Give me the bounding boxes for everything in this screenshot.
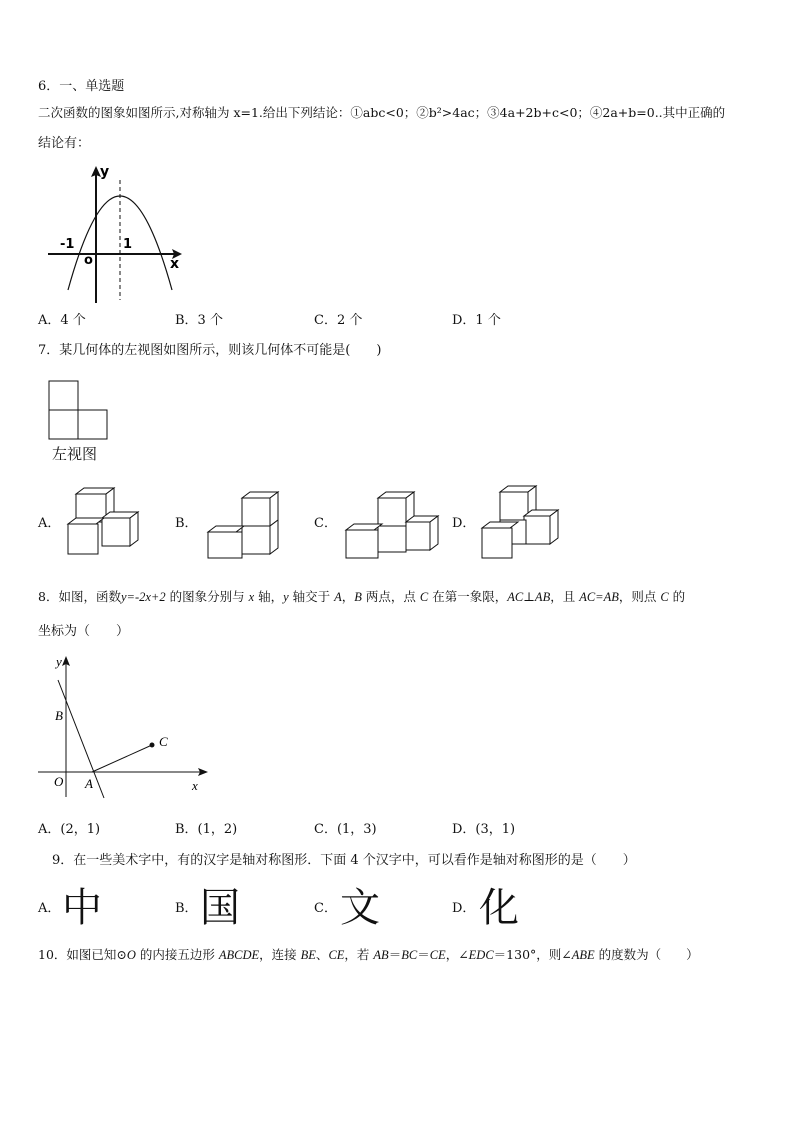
q8-perpendicular: AC⊥AB: [507, 590, 551, 604]
q10-stem-part: 10．如图已知⊙: [38, 947, 127, 962]
q8-point-c: C: [419, 590, 429, 604]
q10-angle-edc: EDC: [468, 948, 494, 962]
q6-option-d[interactable]: D．1 个: [452, 313, 501, 328]
q6-option-b[interactable]: B．3 个: [175, 313, 223, 328]
q10-circle-o: O: [126, 948, 136, 962]
q9-option-c-letter[interactable]: C．: [314, 901, 337, 916]
q10-stem-part: ＝: [388, 947, 402, 962]
q8-x-label: x: [192, 778, 198, 793]
q6-stem-line1: 二次函数的图象如图所示,对称轴为 x=1.给出下列结论：①abc<0；②b²>4ac；③4a+2b+c<0；④2a+b=0..其中正确的: [38, 105, 726, 120]
q8-y-label: y: [56, 654, 62, 669]
q6-stem-line2: 结论有：: [38, 136, 91, 151]
q9-option-b-letter[interactable]: B．: [175, 901, 198, 916]
q8-line-ab: [58, 680, 104, 798]
q8-a-label: A: [85, 776, 93, 791]
q8-stem-part: 在第一象限，: [428, 589, 508, 604]
q8-stem-part: 轴，: [254, 589, 284, 604]
q9-stem: 9．在一些美术字中，有的汉字是轴对称图形．下面 4 个汉字中，可以看作是轴对称图形的是（ ）: [52, 853, 636, 868]
q10-stem-part: ，∠: [445, 947, 469, 962]
q8-var-x: x: [248, 590, 255, 604]
q9-char-zhong[interactable]: 中: [62, 885, 102, 931]
q10-stem-part: 的度数为（ ）: [594, 947, 699, 962]
q6-option-a[interactable]: A．4 个: [38, 313, 86, 328]
q8-point-c-dot: [150, 743, 155, 748]
q8-stem-part: ，则点: [618, 589, 661, 604]
q10-stem-part: ，连接: [259, 947, 301, 962]
q7-option-d-letter[interactable]: D．: [452, 516, 476, 531]
q8-b-label: B: [55, 708, 63, 723]
q8-stem-line2: 坐标为（ ）: [38, 624, 130, 639]
q8-option-b[interactable]: B．(1，2): [175, 822, 238, 837]
q8-option-c[interactable]: C．(1，3): [314, 822, 377, 837]
q8-point-c: C: [660, 590, 669, 604]
q8-point-a: A: [334, 590, 342, 604]
q9-char-guo[interactable]: 国: [200, 885, 240, 931]
q8-stem-part: 两点，点: [361, 589, 420, 604]
q10-stem: [38, 946, 699, 964]
q8-stem-part: 轴交于: [288, 589, 335, 604]
q10-angle-abe: ABE: [571, 948, 595, 962]
q9-char-wen[interactable]: 文: [340, 885, 380, 931]
q8-var-y: y: [283, 590, 289, 604]
q7-option-d-figure[interactable]: [480, 484, 562, 562]
q10-segment-be: BE: [300, 948, 316, 962]
q7-view-square-bottom-right: [78, 410, 107, 439]
q6-option-c[interactable]: C．2 个: [314, 313, 363, 328]
q7-option-b-figure[interactable]: [206, 490, 280, 562]
q8-function-expr: y=-2x+2: [120, 590, 166, 604]
q7-option-c-letter[interactable]: C．: [314, 516, 337, 531]
q6-one-label: 1: [123, 237, 133, 252]
q10-segment-ce: CE: [328, 948, 345, 962]
q6-neg1-label: -1: [60, 237, 75, 252]
q8-stem-part: ，且: [550, 589, 580, 604]
q8-option-d[interactable]: D．(3，1): [452, 822, 516, 837]
q8-c-label: C: [159, 734, 168, 749]
q8-point-b: B: [354, 590, 362, 604]
q7-left-view-figure: [48, 380, 110, 442]
q10-stem-part: 的内接五边形: [135, 947, 219, 962]
q7-option-c-figure[interactable]: [344, 490, 440, 562]
q8-stem-part: ，: [341, 589, 355, 604]
q8-coordinate-graph: [34, 652, 214, 797]
q10-stem-part: ＝130°，则∠: [493, 947, 572, 962]
q8-stem-part: 的: [668, 589, 686, 604]
q8-stem-part: 8．如图，函数: [38, 589, 121, 604]
q7-stem: 7．某几何体的左视图如图所示，则该几何体不可能是( ): [38, 343, 382, 358]
q8-stem-part: 的图象分别与: [165, 589, 249, 604]
q10-stem-part: ，若: [344, 947, 374, 962]
q10-segment-ab: AB: [373, 948, 389, 962]
q7-view-caption: 左视图: [52, 445, 98, 463]
q9-option-d-letter[interactable]: D．: [452, 901, 476, 916]
q7-option-b-letter[interactable]: B．: [175, 516, 198, 531]
q7-option-a-figure[interactable]: [66, 486, 142, 558]
q9-char-hua[interactable]: 化: [479, 885, 519, 931]
q7-view-square-top: [49, 381, 78, 410]
q9-option-a-letter[interactable]: A．: [38, 901, 61, 916]
q6-section-title: 6．一、单选题: [38, 79, 125, 94]
q8-equality: AC=AB: [579, 590, 619, 604]
q6-origin-label: o: [84, 253, 93, 268]
q10-segment-ce: CE: [429, 948, 446, 962]
q10-segment-bc: BC: [401, 948, 418, 962]
q6-x-label: x: [170, 256, 180, 272]
q10-stem-part: 、: [315, 947, 329, 962]
q7-option-a-letter[interactable]: A．: [38, 516, 61, 531]
q8-option-a[interactable]: A．(2，1): [38, 822, 101, 837]
q10-stem-part: ＝: [417, 947, 430, 962]
q6-y-label: y: [100, 164, 110, 180]
q8-segment-ac: [92, 745, 152, 772]
q10-pentagon: ABCDE: [218, 948, 260, 962]
q7-view-square-bottom-left: [49, 410, 78, 439]
q6-parabola-graph: [40, 160, 190, 305]
q8-stem-line1: [38, 588, 685, 606]
q8-o-label: O: [54, 774, 64, 789]
